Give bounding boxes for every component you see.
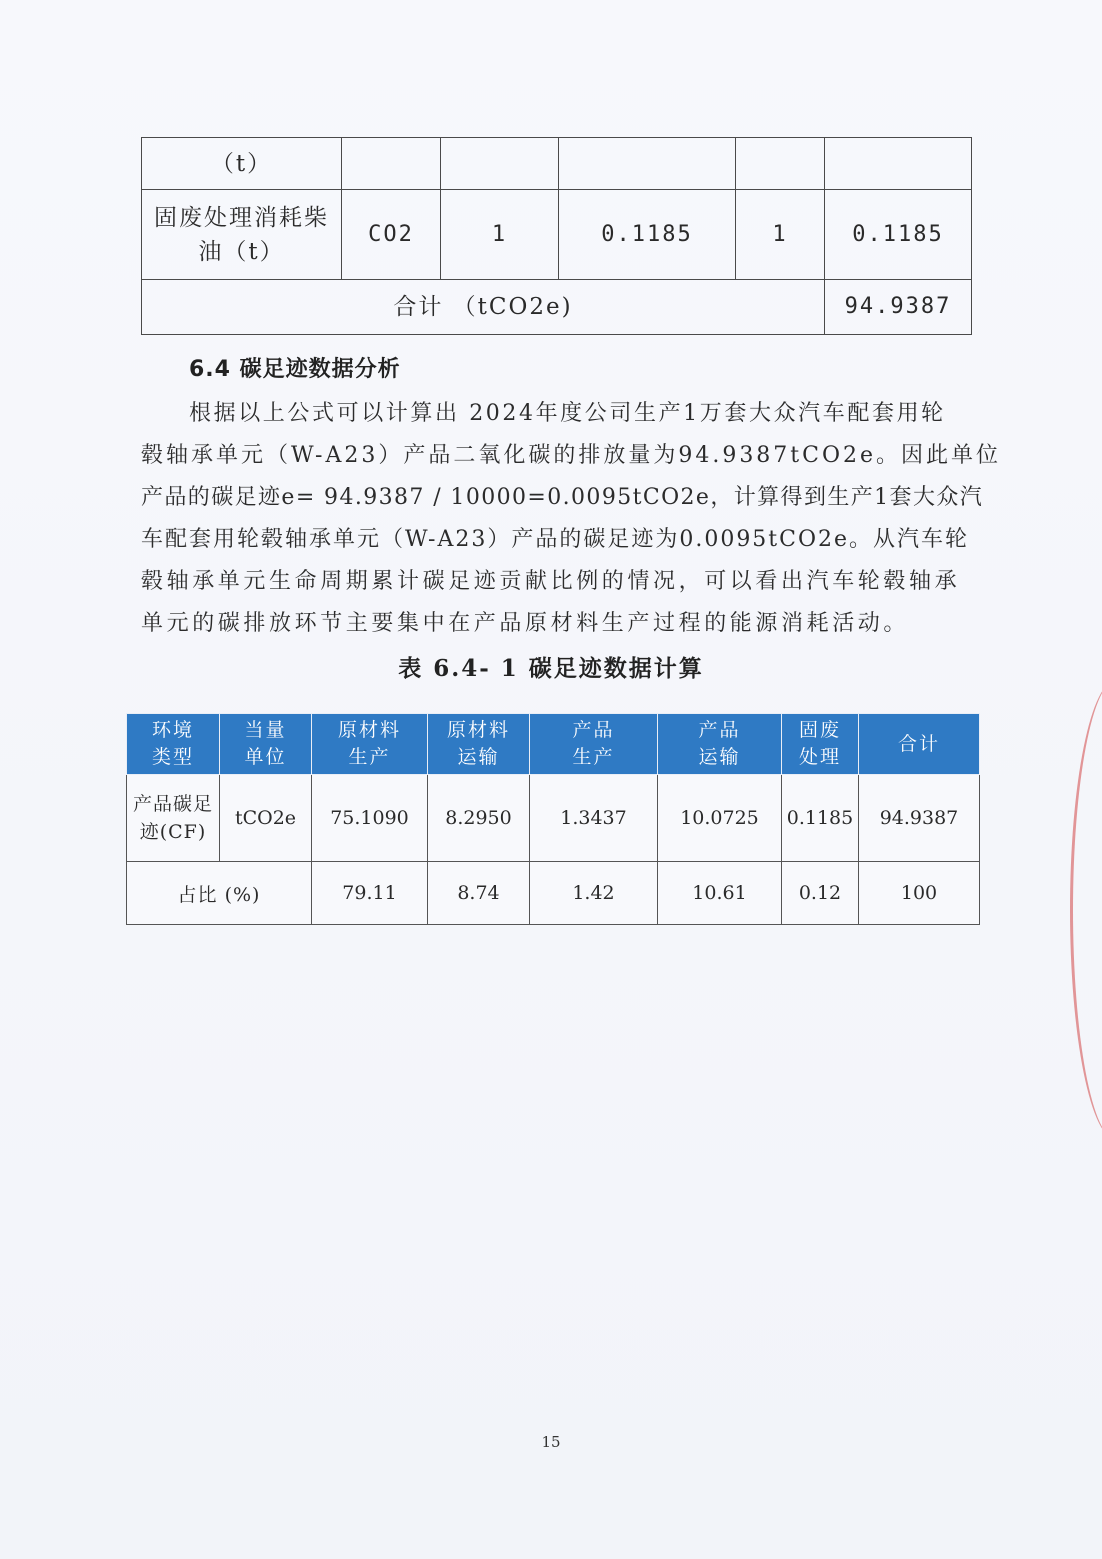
unit-cell: tCO2e (220, 775, 312, 862)
row-label-cell: 产品碳足 迹(CF) (127, 775, 220, 862)
value-cell: 10.61 (658, 862, 782, 925)
value-cell: 1 (441, 190, 559, 280)
item-name-line2: 油（t） (198, 238, 285, 265)
value-cell: 79.11 (312, 862, 428, 925)
section-heading: 6.4 碳足迹数据分析 (189, 357, 401, 382)
value-cell: 94.9387 (859, 775, 980, 862)
header-cell: 当量 单位 (220, 714, 312, 775)
total-value-cell: 94.9387 (825, 280, 972, 335)
item-name-line1: 固废处理消耗柴 (154, 204, 329, 231)
value-cell: 0.1185 (825, 190, 972, 280)
seal-stamp-edge (1070, 680, 1102, 1140)
header-cell: 原材料 生产 (312, 714, 428, 775)
item-name-cell (142, 190, 342, 280)
paragraph-line: 毂轴承单元（W-A23）产品二氧化碳的排放量为94.9387tCO2e。因此单位 (141, 443, 1002, 468)
value-cell: 1.3437 (530, 775, 658, 862)
value-cell: 1 (736, 190, 825, 280)
paragraph-line: 产品的碳足迹e= 94.9387 / 10000=0.0095tCO2e，计算得到生产1套大众汽 (141, 485, 984, 510)
carbon-footprint-table (126, 713, 980, 925)
row-label-cell: 占比 (%) (127, 862, 312, 925)
value-cell: 0.1185 (782, 775, 859, 862)
table-row (142, 138, 972, 190)
header-cell: 环境 类型 (127, 714, 220, 775)
table-caption: 表 6.4- 1 碳足迹数据计算 (398, 655, 704, 682)
value-cell: 8.2950 (428, 775, 530, 862)
gas-cell: CO2 (342, 190, 441, 280)
total-label-cell: 合计 （tCO2e) (142, 280, 825, 335)
header-cell: 合计 (859, 714, 980, 775)
page-number: 15 (541, 1433, 561, 1451)
paragraph-line: 单元的碳排放环节主要集中在产品原材料生产过程的能源消耗活动。 (141, 611, 910, 636)
value-cell: 0.12 (782, 862, 859, 925)
value-cell: 75.1090 (312, 775, 428, 862)
value-cell: 8.74 (428, 862, 530, 925)
value-cell: 0.1185 (559, 190, 736, 280)
value-cell: 100 (859, 862, 980, 925)
unit-cell: （t） (142, 138, 342, 190)
table-row (142, 190, 972, 280)
table-header-row (127, 714, 980, 775)
paragraph-line: 根据以上公式可以计算出 2024年度公司生产1万套大众汽车配套用轮 (189, 401, 946, 426)
paragraph-line: 毂轴承单元生命周期累计碳足迹贡献比例的情况，可以看出汽车轮毂轴承 (141, 569, 961, 594)
paragraph-line: 车配套用轮毂轴承单元（W-A23）产品的碳足迹为0.0095tCO2e。从汽车轮 (141, 527, 970, 552)
table-row (127, 775, 980, 862)
header-cell: 原材料 运输 (428, 714, 530, 775)
table-row (142, 280, 972, 335)
header-cell: 固废 处理 (782, 714, 859, 775)
value-cell: 10.0725 (658, 775, 782, 862)
header-cell: 产品 运输 (658, 714, 782, 775)
table-row (127, 862, 980, 925)
emission-factor-table (141, 137, 972, 335)
header-cell: 产品 生产 (530, 714, 658, 775)
value-cell: 1.42 (530, 862, 658, 925)
